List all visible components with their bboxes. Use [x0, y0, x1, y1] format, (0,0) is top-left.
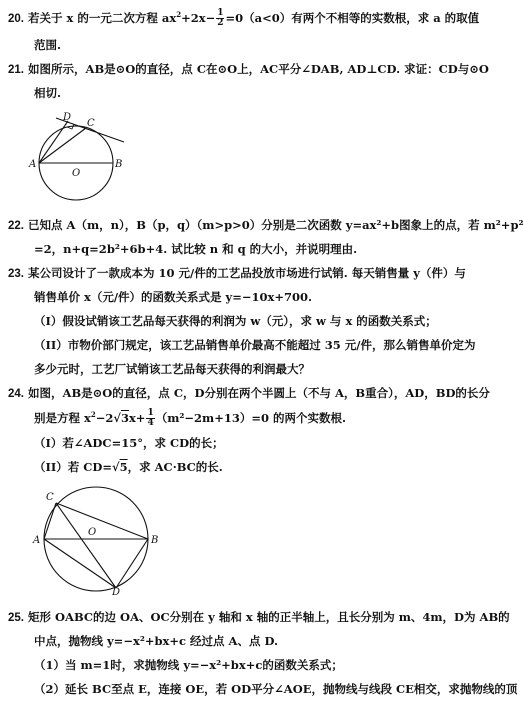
- q24-sqrt-5: 5: [119, 460, 128, 474]
- q24-label-c: C: [46, 492, 54, 503]
- q24-segment-ac: [44, 503, 56, 539]
- q21-number: 21.: [8, 64, 24, 76]
- q20-text-a: 若关于 x 的一元二次方程 ax: [28, 10, 177, 25]
- q20-square: 2: [176, 10, 182, 19]
- q21-label-b: B: [115, 159, 123, 170]
- q24-eq-d: x+: [128, 410, 146, 425]
- q20-fraction: [216, 9, 224, 28]
- q22-text: 已知点 A（m，n），B（p，q）（m>p>0）分别是二次函数 y=ax²+b图象上的点，若 m²+p²: [28, 218, 524, 232]
- q23-number: 23.: [8, 268, 24, 280]
- q25-part2: （2）延长 BC至点 E，连接 OE，若 OD平分∠AOE，抛物线与线段 CE相交，求抛物线的顶: [34, 682, 518, 696]
- q21-segment-ac: [39, 128, 86, 163]
- q24-fraction: [146, 409, 154, 428]
- q21-label-c: C: [87, 118, 95, 129]
- q21-line1: [8, 62, 489, 77]
- q20-line1: [8, 8, 479, 28]
- q24-sqrt-icon-2: √: [112, 460, 120, 474]
- q24-line1: [8, 386, 490, 401]
- q24-label-b: B: [151, 535, 159, 546]
- q24-frac-num: 1: [147, 408, 154, 419]
- q24-part2-c: ，求 AC·BC的长.: [127, 460, 223, 474]
- q24-segment-cb: [56, 503, 148, 539]
- q25-part1: （1）当 m=1时，求抛物线 y=−x²+bx+c的函数关系式；: [34, 658, 343, 672]
- q21-label-d: D: [63, 112, 72, 123]
- q20-text-c: =0（a<0）有两个不相等的实数根，求 a 的取值: [225, 10, 480, 25]
- q24-label-a: A: [33, 535, 41, 546]
- q23-part2: （II）市物价部门规定，该工艺品销售单价最高不能超过 35 元/件，那么销售单价定为: [34, 338, 476, 352]
- q24-figure: [28, 487, 168, 598]
- q25-line1: [8, 610, 510, 625]
- q20-line2: 范围.: [34, 38, 62, 52]
- q25-text: 矩形 OABC的边 OA、OC分别在 y 轴和 x 轴的正半轴上，且长分别为 m、4m，D为 AB的: [28, 610, 510, 624]
- q21-figure: [26, 110, 136, 196]
- q24-sqrt-3: 3: [120, 410, 129, 425]
- q24-segment-cd: [56, 503, 116, 588]
- q24-text: 如图，AB是⊙O的直径，点 C，D分别在两个半圆上（不与 A，B重合），AD，BD的长分: [28, 386, 490, 400]
- q24-frac-den: 4: [147, 418, 154, 429]
- q23-part2-cont: 多少元时，工艺厂试销该工艺品每天获得的利润最大？: [34, 362, 310, 376]
- q24-part2: [34, 460, 223, 474]
- q20-number: 20.: [8, 12, 24, 25]
- q24-eq-a: 别是方程 x: [34, 410, 91, 425]
- q23-line2: 销售单价 x（元/件）的函数关系式是 y=−10x+700.: [34, 290, 313, 304]
- q24-label-o: O: [88, 527, 97, 538]
- q23-part1: （I）假设试销该工艺品每天获得的利润为 w（元），求 w 与 x 的函数关系式；: [34, 314, 437, 328]
- q24-line2: [34, 408, 346, 428]
- q24-part2-a: （II）若 CD=: [34, 460, 113, 474]
- q20-text-b: +2x−: [181, 10, 216, 25]
- q24-number: 24.: [8, 388, 24, 400]
- q24-segment-bd: [116, 539, 148, 588]
- q21-segment-ad: [39, 121, 68, 163]
- q24-eq-e: （m²−2m+13）=0 的两个实数根.: [155, 410, 347, 425]
- q21-label-o: O: [72, 168, 81, 179]
- q24-square: 2: [90, 410, 96, 419]
- q21-label-a: A: [29, 159, 37, 170]
- q20-frac-den: 2: [217, 18, 224, 29]
- q24-eq-b: −2: [95, 410, 114, 425]
- q24-segment-ad: [44, 539, 116, 588]
- q24-part1: （I）若∠ADC=15°，求 CD的长；: [34, 436, 224, 450]
- q22-line1: [8, 218, 524, 233]
- q22-number: 22.: [8, 220, 24, 232]
- q20-frac-num: 1: [217, 8, 224, 19]
- q21-line2: 相切.: [34, 86, 62, 100]
- q25-line2: 中点，抛物线 y=−x²+bx+c 经过点 A、点 D.: [34, 634, 279, 648]
- q22-line2: =2，n+q=2b²+6b+4. 试比较 n 和 q 的大小，并说明理由.: [34, 242, 358, 256]
- q23-text: 某公司设计了一款成本为 10 元/件的工艺品投放市场进行试销. 每天销售量 y（件）与: [28, 266, 466, 280]
- q21-text: 如图所示，AB是⊙O的直径，点 C在⊙O上，AC平分∠DAB, AD⊥CD. 求证：CD与⊙O: [28, 62, 489, 76]
- q23-line1: [8, 266, 466, 281]
- q25-number: 25.: [8, 612, 24, 624]
- q24-sqrt-icon: √: [113, 410, 121, 425]
- q24-label-d: D: [112, 587, 121, 598]
